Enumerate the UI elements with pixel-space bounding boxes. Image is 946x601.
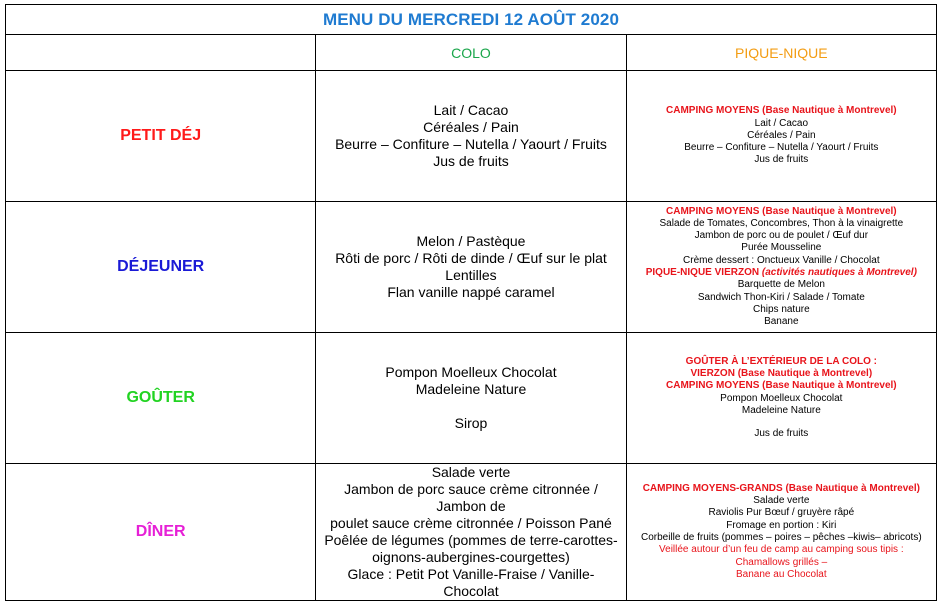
pique-heading: CAMPING MOYENS (Base Nautique à Montrevel) (666, 380, 897, 392)
pique-cell-petit-dej (626, 71, 936, 202)
empty-header-cell (6, 35, 316, 71)
meal-label-gouter: GOÛTER (6, 333, 316, 464)
colo-cell-gouter (316, 333, 626, 464)
colo-line: Poêlée de légumes (pommes de terre-carottes- (324, 532, 618, 548)
colo-line: Jambon de porc sauce crème citronnée / Jambon de (344, 481, 598, 514)
pique-nique-header: PIQUE-NIQUE (626, 35, 936, 71)
menu-table (5, 4, 937, 601)
pique-line: Salade de Tomates, Concombres, Thon à la vinaigrette (659, 217, 904, 229)
colo-line: Lait / Cacao (433, 102, 509, 118)
colo-line: Glace : Petit Pot Vanille-Fraise / Vanille-Chocolat (347, 566, 595, 599)
column-header-row (6, 35, 937, 71)
pique-line: Banane (764, 316, 799, 328)
veillee-note: Veillée autour d’un feu de camp au camping sous tipis : Chamallows grillés – (659, 544, 904, 568)
meal-row-gouter (6, 333, 937, 464)
pique-heading: VIERZON (Base Nautique à Montrevel) (690, 367, 873, 379)
pique-cell-gouter (626, 333, 936, 464)
pique-line: Raviolis Pur Bœuf / gruyère râpé (708, 507, 855, 519)
menu-title: MENU DU MERCREDI 12 AOÛT 2020 (6, 5, 937, 35)
pique-line: Madeleine Nature (741, 404, 821, 416)
pique-heading-vierzon-note: (activités nautiques à Montrevel) (761, 267, 917, 278)
colo-line: Jus de fruits (433, 153, 509, 169)
colo-line: Beurre – Confiture – Nutella / Yaourt / Fruits (335, 136, 607, 152)
pique-line: Purée Mousseline (741, 242, 822, 254)
title-row (6, 5, 937, 35)
pique-line: Lait / Cacao (754, 117, 809, 129)
pique-line: Jambon de porc ou de poulet / Œuf dur (694, 230, 869, 242)
spacer (322, 398, 619, 415)
pique-heading: CAMPING MOYENS (Base Nautique à Montrevel) (666, 205, 897, 217)
colo-line: Madeleine Nature (415, 381, 527, 397)
pique-cell-dejeuner (626, 202, 936, 333)
colo-line: Salade verte (431, 464, 511, 480)
meal-row-diner (6, 464, 937, 601)
colo-line: Melon / Pastèque (416, 233, 526, 249)
colo-cell-diner (316, 464, 626, 601)
colo-cell-dejeuner (316, 202, 626, 333)
pique-line: Fromage en portion : Kiri (726, 519, 837, 531)
pique-line: Sandwich Thon-Kiri / Salade / Tomate (697, 291, 865, 303)
colo-cell-petit-dej (316, 71, 626, 202)
pique-heading: CAMPING MOYENS-GRANDS (Base Nautique à Montrevel) (642, 482, 920, 494)
colo-line: Rôti de porc / Rôti de dinde / Œuf sur le plat (335, 250, 607, 266)
pique-line: Crème dessert : Onctueux Vanille / Chocolat (683, 254, 880, 266)
pique-line: Salade verte (753, 495, 810, 507)
colo-line: oignons-aubergines-courgettes) (372, 549, 570, 565)
pique-cell-diner (626, 464, 936, 601)
pique-line: Beurre – Confiture – Nutella / Yaourt / Fruits (684, 142, 879, 154)
pique-line: Chips nature (752, 303, 810, 315)
colo-line: Céréales / Pain (423, 119, 519, 135)
pique-line: Céréales / Pain (747, 129, 816, 141)
pique-line: Corbeille de fruits (pommes – poires – pêches –kiwis– abricots) (640, 532, 922, 543)
pique-heading: CAMPING MOYENS (Base Nautique à Montrevel) (666, 105, 897, 117)
colo-line: Pompon Moelleux Chocolat (385, 364, 557, 380)
veillee-note: Banane au Chocolat (736, 568, 827, 580)
colo-line: Flan vanille nappé caramel (387, 284, 555, 300)
meal-label-petit-dej: PETIT DÉJ (6, 71, 316, 202)
colo-line: poulet sauce crème citronnée / Poisson Pané (330, 515, 612, 531)
meal-row-petit-dej (6, 71, 937, 202)
pique-line: Pompon Moelleux Chocolat (720, 392, 843, 404)
colo-line: Sirop (454, 415, 488, 431)
pique-line: Jus de fruits (754, 154, 809, 166)
pique-line: Jus de fruits (754, 428, 809, 440)
pique-heading-vierzon (633, 267, 930, 279)
pique-line: Barquette de Melon (737, 279, 825, 291)
pique-heading: GOÛTER À L’EXTÉRIEUR DE LA COLO : (685, 355, 877, 367)
meal-label-dejeuner: DÉJEUNER (6, 202, 316, 333)
colo-line: Lentilles (445, 267, 497, 283)
colo-header: COLO (316, 35, 626, 71)
meal-label-diner: DÎNER (6, 464, 316, 601)
spacer (633, 417, 930, 428)
pique-heading-vierzon-text: PIQUE-NIQUE VIERZON (645, 267, 760, 278)
meal-row-dejeuner (6, 202, 937, 333)
